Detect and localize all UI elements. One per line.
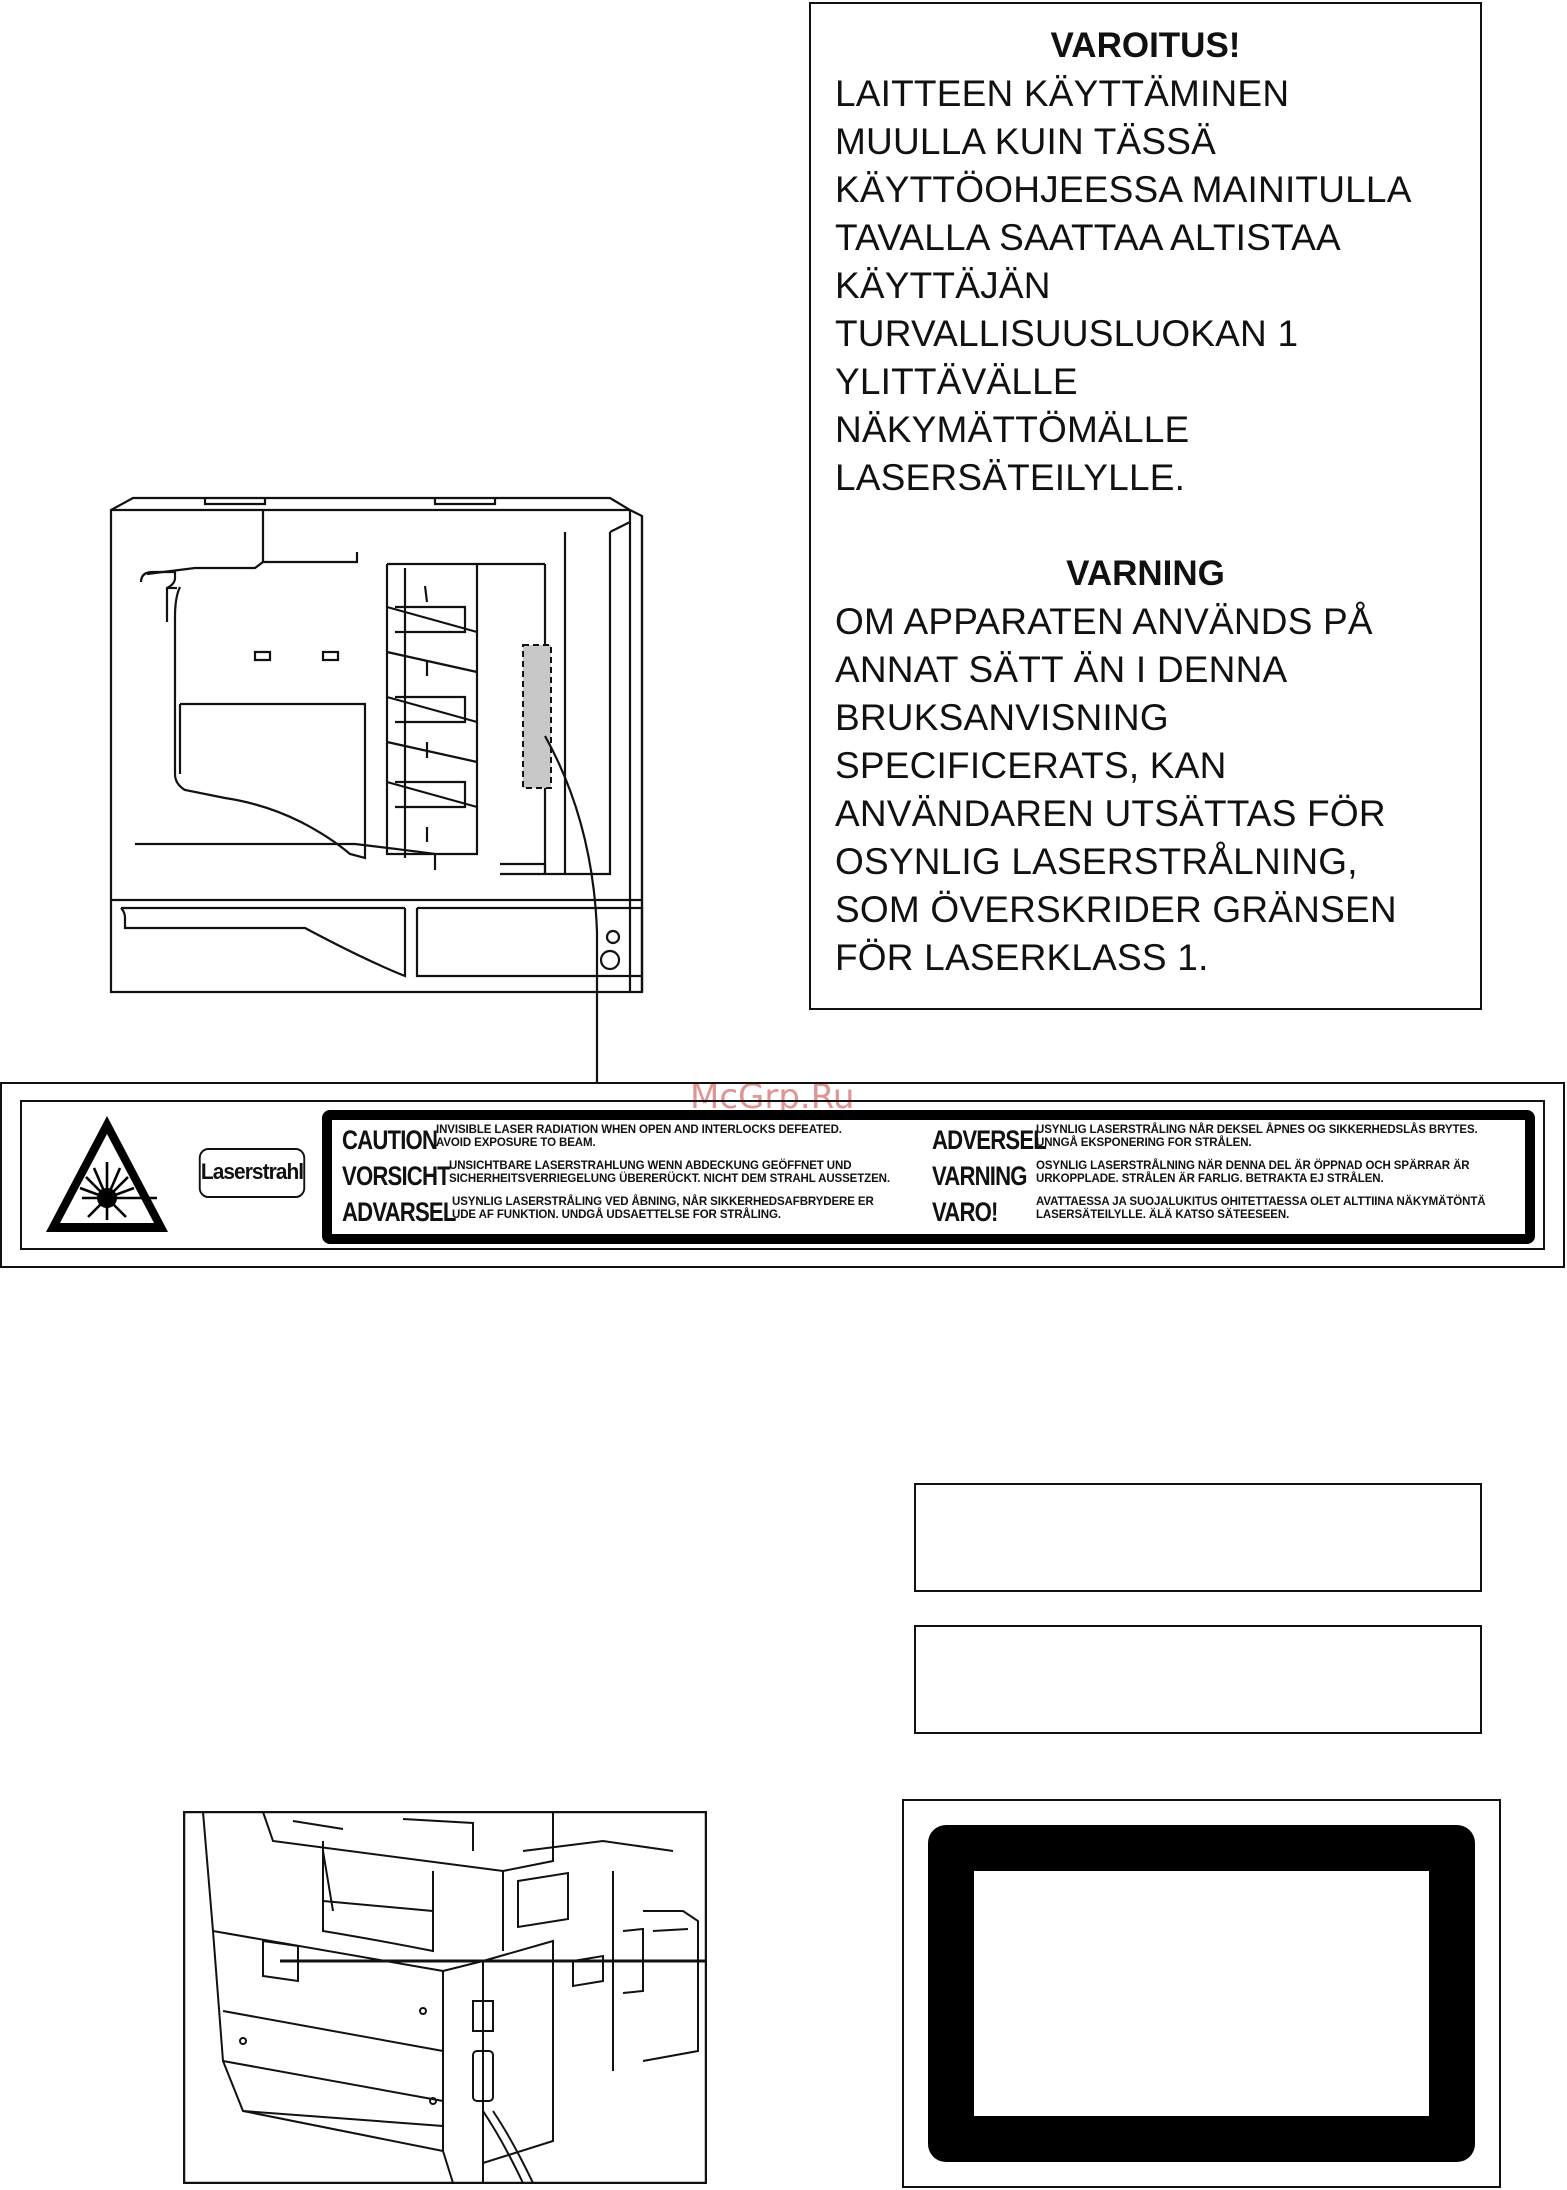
vorsicht-text: UNSICHTBARE LASERSTRAHLUNG WENN ABDECKUNG GEÖFFNET UND SICHERHEITSVERRIEGELUNG ÜBERERÜCKT. NICHT DEM STRAHL AUSSETZEN. [449, 1160, 890, 1185]
vorsicht-keyword: VORSICHT [342, 1161, 450, 1191]
watermark: McGrp.Ru [690, 1077, 855, 1117]
varning-keyword: VARNING [932, 1161, 1027, 1191]
empty-text-box-2 [914, 1625, 1482, 1734]
varning-text: OSYNLIG LASERSTRÅLNING NÄR DENNA DEL ÄR ÖPPNAD OCH SPÄRRAR ÄR URKOPPLADE. STRÅLEN ÄR FARLIG. BETRAKTA EJ STRÅLEN. [1036, 1160, 1470, 1185]
laser-warning-box [809, 2, 1482, 1010]
copier-rear-view-illustration [183, 1811, 707, 2184]
advarsel-keyword: ADVARSEL [342, 1197, 456, 1227]
swedish-warning-text: OM APPARATEN ANVÄNDS PÅ ANNAT SÄTT ÄN I DENNA BRUKSANVISNING SPECIFICERATS, KAN ANVÄNDAREN UTSÄTTAS FÖR OSYNLIG LASERSTRÅLNING, SOM ÖVERSKRIDER GRÄNSEN FÖR LASERKLASS 1. [835, 601, 1397, 978]
caution-keyword: CAUTION [342, 1125, 438, 1155]
label-black-border [928, 1825, 1475, 2162]
empty-text-box-1 [914, 1483, 1482, 1592]
laser-label-inner-border [20, 1100, 1545, 1250]
laserstrahl-badge: Laserstrahl [199, 1148, 305, 1198]
laser-warning-text-panel [322, 1110, 1535, 1244]
advarsel-text: USYNLIG LASERSTRÅLING VED ÅBNING, NÅR SIKKERHEDSAFBRYDERE ER UDE AF FUNKTION. UNDGÅ UDSAETTELSE FOR STRÅLING. [452, 1196, 874, 1221]
finnish-warning-title: VAROITUS! [1050, 26, 1241, 65]
swedish-warning-title: VARNING [1066, 554, 1225, 593]
copier-top-view-illustration [105, 492, 645, 1082]
label-blank-area [974, 1871, 1429, 2116]
adversel-text: USYNLIG LASERSTRÅLING NÅR DEKSEL ÅPNES OG SIKKERHEDSLÅS BRYTES. UNNGÅ EKSPONERING FOR STRÅLEN. [1036, 1124, 1478, 1149]
label-frame [902, 1799, 1501, 2188]
varo-keyword: VARO! [932, 1197, 998, 1227]
laser-caution-label [0, 1082, 1565, 1268]
varo-text: AVATTAESSA JA SUOJALUKITUS OHITETTAESSA OLET ALTTIINA NÄKYMÄTÖNTÄ LASERSÄTEILYLLE. ÄLÄ KATSO SÄTEESEEN. [1036, 1196, 1486, 1221]
finnish-warning-text: LAITTEEN KÄYTTÄMINEN MUULLA KUIN TÄSSÄ KÄYTTÖOHJEESSA MAINITULLA TAVALLA SAATTAA ALTISTAA KÄYTTÄJÄN TURVALLISUUSLUOKAN 1 YLITTÄVÄLLE NÄKYMÄTTÖMÄLLE LASERSÄTEILYLLE. [835, 73, 1412, 498]
laser-hazard-icon [42, 1110, 172, 1240]
caution-text: INVISIBLE LASER RADIATION WHEN OPEN AND INTERLOCKS DEFEATED. AVOID EXPOSURE TO BEAM. [436, 1124, 842, 1149]
adversel-keyword: ADVERSEL [932, 1125, 1047, 1155]
